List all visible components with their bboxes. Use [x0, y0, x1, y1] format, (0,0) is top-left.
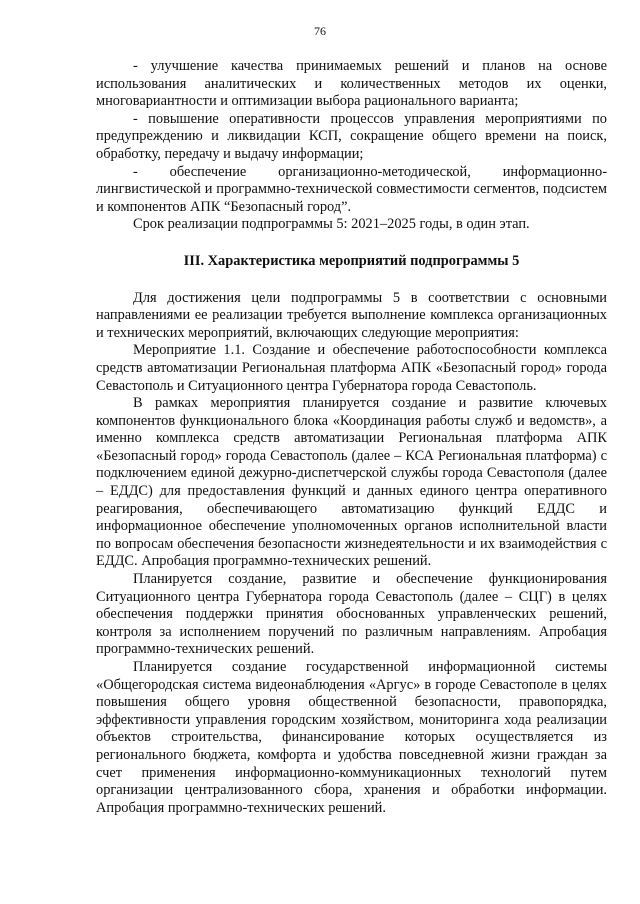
paragraph-term: Срок реализации подпрограммы 5: 2021–2025 годы, в один этап.	[133, 216, 530, 233]
document-body	[96, 58, 607, 817]
section-heading: III. Характеристика мероприятий подпрограммы 5	[183, 252, 520, 269]
paragraph-bullet-2: - повышение оперативности процессов управления мероприятиями по предупреждению и ликвидации КСП, сокращение общего времени на поиск, обработку, передачу и выдачу информации;	[96, 110, 607, 162]
paragraph-intro: Для достижения цели подпрограммы 5 в соответствии с основными направлениями ее реализации требуется выполнение комплекса организационных и технических мероприятий, включающих следующие мероприятия:	[96, 289, 607, 341]
paragraph-ksa-platform: В рамках мероприятия планируется создание и развитие ключевых компонентов функционального блока «Координация работы служб и ведомств», а именно комплекса средств автоматизации Региональная платформа АПК «Безопасный город» города Севастополь (далее – КСА Региональная платформа) с подключением единой дежурно-диспетчерской службы города Севастополя (далее – ЕДДС) для предоставления функций и данных единого центра оперативного реагирования, обеспечивающего автоматизацию функций ЕДДС и информационное обеспечение уполномоченных органов исполнительной власти по вопросам обеспечения безопасности жизнедеятельности и их взаимодействия с ЕДДС. Апробация программно-технических решений.	[96, 395, 607, 570]
paragraph-bullet-1: - улучшение качества принимаемых решений и планов на основе использования аналитических и количественных методов их оценки, многовариантности и оптимизации выбора рационального варианта;	[96, 58, 607, 110]
paragraph-bullet-3: - обеспечение организационно-методической, информационно-лингвистической и программно-технической совместимости сегментов, подсистем и компонентов АПК “Безопасный город”.	[96, 163, 607, 215]
paragraph-argus: Планируется создание государственной информационной системы «Общегородская система видеонаблюдения «Аргус» в городе Севастополе в целях повышения общего уровня общественной безопасности, правопорядка, эффективности управления городским хозяйством, мониторинга хода реализации объектов строительства, финансирование которых осуществляется из регионального бюджета, комфорта и удобства повседневной жизни граждан за счет применения информационно-коммуникационных технологий путем организации централизованного сбора, хранения и обработки информации. Апробация программно-технических решений.	[96, 659, 607, 816]
page-number: 76	[314, 24, 326, 38]
paragraph-situation-center: Планируется создание, развитие и обеспечение функционирования Ситуационного центра Губернатора города Севастополь (далее – СЦГ) в целях обеспечения поддержки принятия обоснованных управленческих решений, контроля за исполнением поручений по различным направлениям. Апробация программно-технических решений.	[96, 571, 607, 658]
paragraph-measure-1-1: Мероприятие 1.1. Создание и обеспечение работоспособности комплекса средств автоматизации Региональная платформа АПК «Безопасный город» города Севастополь и Ситуационного центра Губернатора города Севастополь.	[96, 342, 607, 394]
